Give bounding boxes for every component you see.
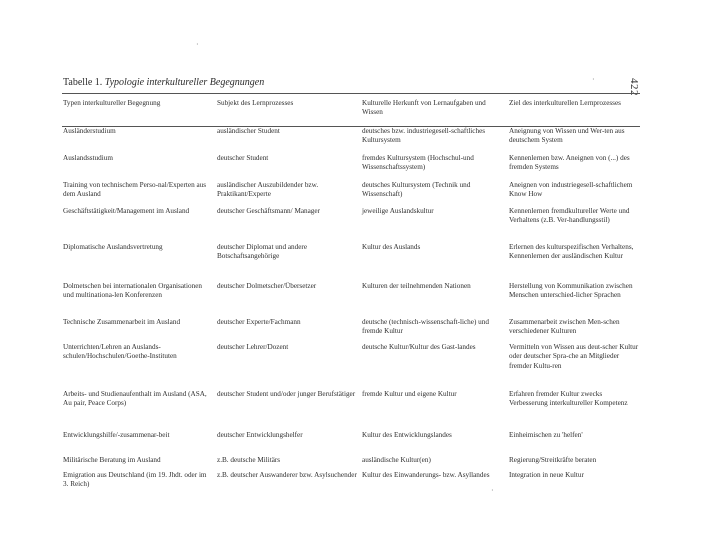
cell-subject: deutscher Entwicklungshelfer xyxy=(217,431,303,439)
cell-goal: Erlernen des kulturspezifischen Verhaltens, Kennenlernen der ausländischen Kultur xyxy=(509,243,634,261)
column-header-subject: Subjekt des Lernprozesses xyxy=(217,99,294,107)
cell-encounter-type: Technische Zusammenarbeit im Ausland xyxy=(63,318,181,326)
cell-encounter-type: Emigration aus Deutschland (im 19. Jhdt. oder im 3. Reich) xyxy=(63,471,207,489)
cell-subject: deutscher Student xyxy=(217,154,269,162)
cell-subject: deutscher Geschäftsmann/ Manager xyxy=(217,207,320,215)
cell-origin: deutsche Kultur/Kultur des Gast-landes xyxy=(362,343,476,351)
column-header-goal: Ziel des interkulturellen Lernprozesses xyxy=(509,99,621,107)
cell-encounter-type: Dolmetschen bei internationalen Organisationen und multinationa-len Konferenzen xyxy=(63,282,202,300)
cell-goal: Kennenlernen fremdkultureller Werte und Verhaltens (z.B. Ver-handlungsstil) xyxy=(509,207,630,225)
cell-goal: Einheimischen zu 'helfen' xyxy=(509,431,583,439)
cell-subject: ausländischer Student xyxy=(217,127,280,135)
cell-subject: z.B. deutsche Militärs xyxy=(217,456,281,464)
table-caption xyxy=(63,77,264,88)
cell-subject: deutscher Lehrer/Dozent xyxy=(217,343,289,351)
scan-speck: · xyxy=(491,486,494,495)
cell-encounter-type: Entwicklungshilfe/-zusammenar-beit xyxy=(63,431,170,439)
cell-goal: Regierung/Streitkräfte beraten xyxy=(509,456,597,464)
cell-origin: Kultur des Einwanderungs- bzw. Asyllandes xyxy=(362,471,490,479)
cell-goal: Herstellung von Kommunikation zwischen Menschen unterschied-licher Sprachen xyxy=(509,282,633,300)
cell-encounter-type: Training von technischem Perso-nal/Experten aus dem Ausland xyxy=(63,181,207,199)
cell-subject: deutscher Dolmetscher/Übersetzer xyxy=(217,282,317,290)
cell-goal: Kennenlernen bzw. Aneignen von (...) des fremden Systems xyxy=(509,154,630,172)
cell-origin: deutsches bzw. industriegesell-schaftliches Kultursystem xyxy=(362,127,486,145)
caption-title: Typologie interkultureller Begegnungen xyxy=(104,77,265,88)
cell-goal: Erfahren fremder Kultur zwecks Verbesserung interkultureller Kompetenz xyxy=(509,390,628,408)
cell-subject: deutscher Diplomat und andere Botschaftsangehörige xyxy=(217,243,308,261)
cell-goal: Aneignen von industriegesell-schaftlichem Know How xyxy=(509,181,633,199)
cell-origin: fremde Kultur und eigene Kultur xyxy=(362,390,457,398)
cell-origin: Kulturen der teilnehmenden Nationen xyxy=(362,282,471,290)
cell-origin: jeweilige Auslandskultur xyxy=(362,207,434,215)
caption-prefix: Tabelle 1. xyxy=(63,77,103,88)
cell-origin: deutsche (technisch-wissenschaft-liche) und fremde Kultur xyxy=(362,318,489,336)
cell-goal: Integration in neue Kultur xyxy=(509,471,584,479)
table-top-rule xyxy=(62,93,640,94)
cell-subject: deutscher Experte/Fachmann xyxy=(217,318,301,326)
cell-origin: ausländische Kultur(en) xyxy=(362,456,431,464)
scan-speck: · xyxy=(592,75,595,84)
scan-speck: · xyxy=(196,40,199,49)
cell-encounter-type: Militärische Beratung im Ausland xyxy=(63,456,161,464)
cell-encounter-type: Geschäftstätigkeit/Management im Ausland xyxy=(63,207,190,215)
cell-origin: deutsches Kultursystem (Technik und Wissenschaft) xyxy=(362,181,471,199)
cell-origin: fremdes Kultursystem (Hochschul-und Wissenschaftssystem) xyxy=(362,154,474,172)
cell-subject: deutscher Student und/oder junger Berufstätiger xyxy=(217,390,356,398)
cell-encounter-type: Diplomatische Auslandsvertretung xyxy=(63,243,163,251)
cell-goal: Aneignung von Wissen und Wer-ten aus deutschem System xyxy=(509,127,625,145)
cell-encounter-type: Auslandsstudium xyxy=(63,154,113,162)
cell-encounter-type: Arbeits- und Studienaufenthalt im Ausland (ASA, Au pair, Peace Corps) xyxy=(63,390,207,408)
cell-origin: Kultur des Auslands xyxy=(362,243,421,251)
page-number: 422 xyxy=(628,78,640,96)
cell-encounter-type: Ausländerstudium xyxy=(63,127,116,135)
cell-origin: Kultur des Entwicklungslandes xyxy=(362,431,452,439)
cell-encounter-type: Unterrichten/Lehren an Auslands-schulen/Hochschulen/Goethe-Instituten xyxy=(63,343,177,361)
column-header-origin: Kulturelle Herkunft von Lernaufgaben und Wissen xyxy=(362,99,486,117)
cell-subject: z.B. deutscher Auswanderer bzw. Asylsuchender xyxy=(217,471,357,479)
cell-goal: Zusammenarbeit zwischen Men-schen verschiedener Kulturen xyxy=(509,318,620,336)
cell-subject: ausländischer Auszubildender bzw. Praktikant/Experte xyxy=(217,181,319,199)
cell-goal: Vermitteln von Wissen aus deut-scher Kultur oder deutscher Spra-che an Mitglieder fremder Kultu-ren xyxy=(509,343,639,370)
column-header-types: Typen interkultureller Begegnung xyxy=(63,99,161,107)
